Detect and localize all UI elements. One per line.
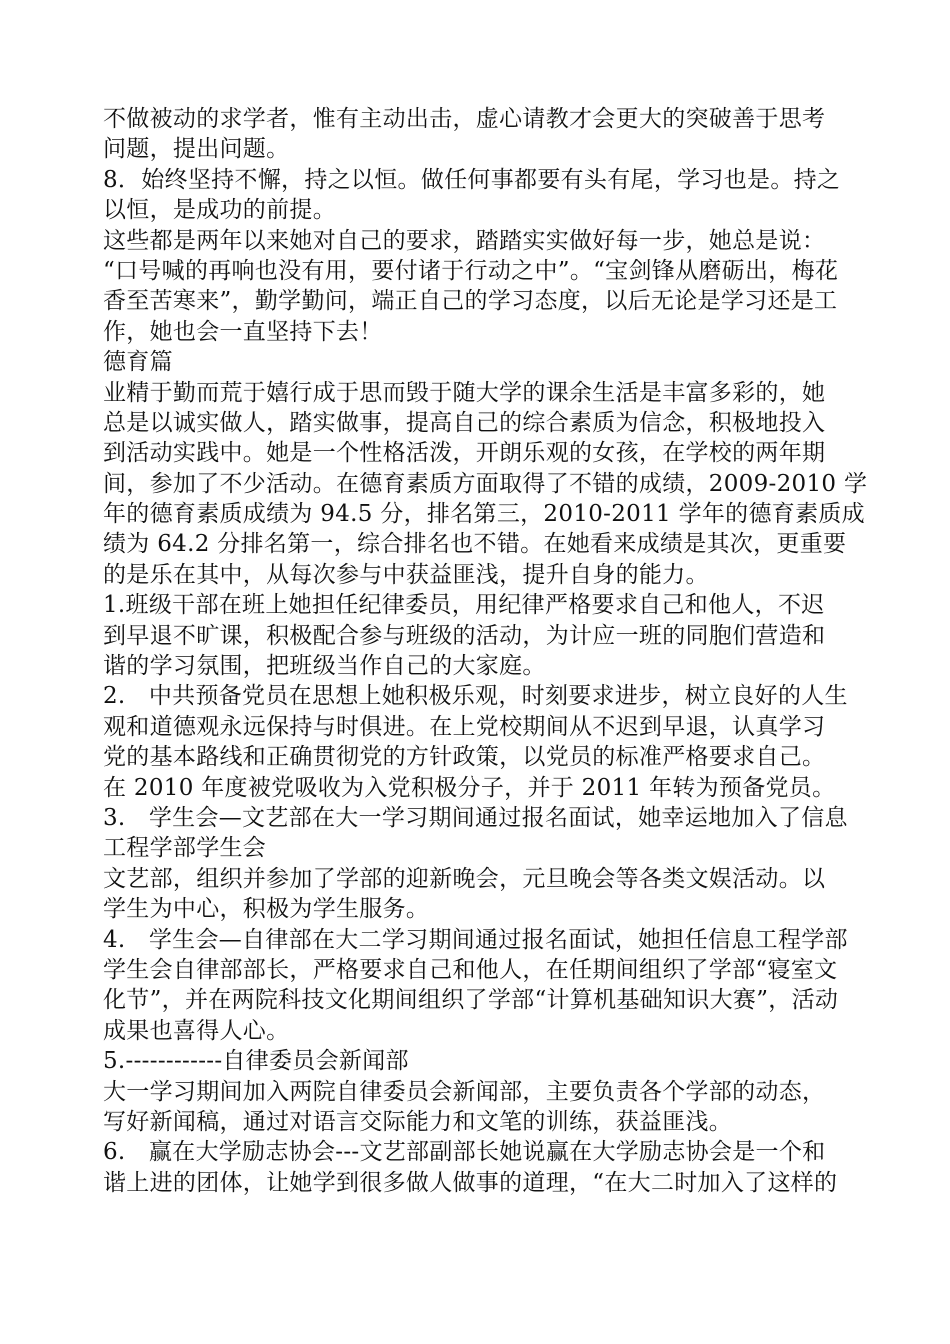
text-line: “口号喊的再响也没有用，要付诸于行动之中”。“宝剑锋从磨砺出，梅花 [103,257,839,284]
text-line: 6. 赢在大学励志协会---文艺部副部长她说赢在大学励志协会是一个和 [103,1139,826,1166]
text-line: 化节”，并在两院科技文化期间组织了学部“计算机基础知识大赛”，活动 [103,987,839,1014]
text-line: 年的德育素质成绩为 94.5 分，排名第三，2010-2011 学年的德育素质成 [103,501,865,528]
text-line: 学生为中心，积极为学生服务。 [103,896,430,923]
text-line: 工程学部学生会 [103,835,267,862]
text-line: 谐的学习氛围，把班级当作自己的大家庭。 [103,653,546,680]
text-line: 以恒，是成功的前提。 [103,197,336,224]
text-line: 作，她也会一直坚持下去！ [103,318,383,345]
text-line: 学生会自律部部长，严格要求自己和他人，在任期间组织了学部“寝室文 [103,956,838,983]
text-line: 观和道德观永远保持与时俱进。在上党校期间从不迟到早退，认真学习 [103,713,826,740]
text-line: 4. 学生会—自律部在大二学习期间通过报名面试，她担任信息工程学部 [103,926,848,953]
text-line: 成果也喜得人心。 [103,1017,290,1044]
text-line: 1.班级干部在班上她担任纪律委员，用纪律严格要求自己和他人，不迟 [103,592,825,619]
text-line: 绩为 64.2 分排名第一，综合排名也不错。在她看来成绩是其次，更重要 [103,531,847,558]
text-line: 文艺部，组织并参加了学部的迎新晚会，元旦晚会等各类文娱活动。以 [103,865,826,892]
text-line: 3. 学生会—文艺部在大一学习期间通过报名面试，她幸运地加入了信息 [103,804,848,831]
text-line: 2. 中共预备党员在思想上她积极乐观，时刻要求进步，树立良好的人生 [103,683,848,710]
text-line: 写好新闻稿，通过对语言交际能力和文笔的训练，获益匪浅。 [103,1108,733,1135]
text-line: 的是乐在其中，从每次参与中获益匪浅，提升自身的能力。 [103,561,709,588]
text-line: 问题，提出问题。 [103,136,290,163]
text-line: 总是以诚实做人，踏实做事，提高自己的综合素质为信念，积极地投入 [103,409,826,436]
text-line: 党的基本路线和正确贯彻党的方针政策，以党员的标准严格要求自己。 [103,744,826,771]
text-line: 8．始终坚持不懈，持之以恒。做任何事都要有头有尾，学习也是。持之 [103,166,841,193]
text-line: 香至苦寒来”，勤学勤问，端正自己的学习态度，以后无论是学习还是工 [103,288,838,315]
document-body [103,104,868,1198]
text-line: 业精于勤而荒于嬉行成于思而毁于随大学的课余生活是丰富多彩的，她 [103,379,826,406]
text-line: 在 2010 年度被党吸收为入党积极分子，并于 2011 年转为预备党员。 [103,774,836,801]
text-line: 不做被动的求学者，惟有主动出击，虚心请教才会更大的突破善于思考 [103,106,826,132]
text-line: 间，参加了不少活动。在德育素质方面取得了不错的成绩，2009-2010 学 [103,470,868,497]
text-line: 谐上进的团体，让她学到很多做人做事的道理，“在大二时加入了这样的 [103,1169,838,1196]
text-line: 大一学习期间加入两院自律委员会新闻部，主要负责各个学部的动态， [103,1078,826,1105]
section-heading: 德育篇 [103,349,173,376]
text-line: 5.------------自律委员会新闻部 [103,1048,409,1075]
text-line: 这些都是两年以来她对自己的要求，踏踏实实做好每一步，她总是说： [103,227,826,254]
text-line: 到早退不旷课，积极配合参与班级的活动，为计应一班的同胞们营造和 [103,622,826,649]
text-line: 到活动实践中。她是一个性格活泼，开朗乐观的女孩，在学校的两年期 [103,440,826,467]
